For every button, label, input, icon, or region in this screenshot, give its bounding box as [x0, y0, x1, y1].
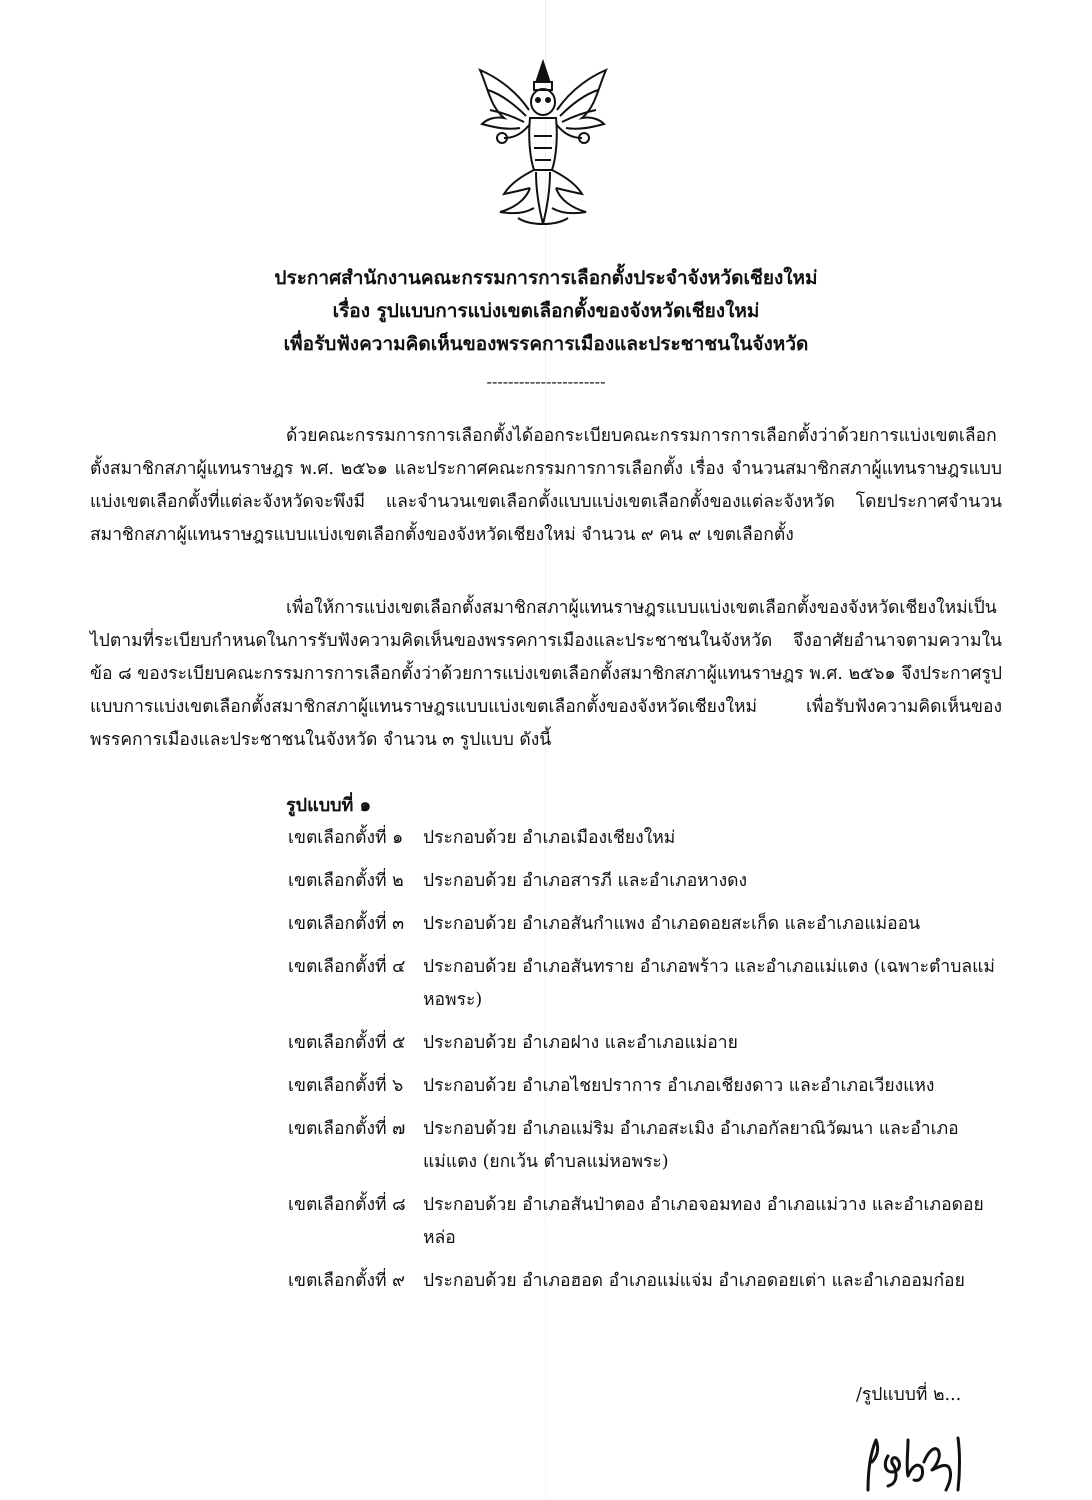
zone-item [288, 951, 1004, 1017]
zone-item [288, 1070, 1004, 1103]
zone-label: เขตเลือกตั้งที่ ๔ [288, 957, 406, 977]
zone-description: ประกอบด้วย อำเภอฮอด อำเภอแม่แจ่ม อำเภอดอยเต่า และอำเภออมก๋อย [423, 1271, 965, 1291]
zone-list [288, 812, 1004, 1298]
zone-label: เขตเลือกตั้งที่ ๖ [288, 1076, 404, 1096]
announcement-title: ประกาศสำนักงานคณะกรรมการการเลือกตั้งประจำจังหวัดเชียงใหม่ [274, 267, 818, 289]
zone-description: ประกอบด้วย อำเภอสารภี และอำเภอหางดง [423, 871, 748, 891]
zone-description: ประกอบด้วย อำเภอฝาง และอำเภอแม่อาย [423, 1033, 738, 1053]
zone-description: ประกอบด้วย อำเภอสันทราย อำเภอพร้าว และอำเภอแม่แตง (เฉพาะตำบลแม่หอพระ) [423, 957, 995, 1010]
announcement-purpose: เพื่อรับฟังความคิดเห็นของพรรคการเมืองและประชาชนในจังหวัด [283, 333, 809, 355]
zone-description: ประกอบด้วย อำเภอเมืองเชียงใหม่ [423, 828, 676, 848]
zone-item [288, 1189, 1004, 1255]
zone-description: ประกอบด้วย อำเภอสันป่าตอง อำเภอจอมทอง อำเภอแม่วาง และอำเภอดอยหล่อ [423, 1195, 984, 1248]
zone-description: ประกอบด้วย อำเภอไชยปราการ อำเภอเชียงดาว และอำเภอเวียงแหง [423, 1076, 935, 1096]
zone-item [288, 908, 1004, 941]
zone-description: ประกอบด้วย อำเภอสันกำแพง อำเภอดอยสะเก็ด และอำเภอแม่ออน [423, 914, 921, 934]
zone-description: ประกอบด้วย อำเภอแม่ริม อำเภอสะเมิง อำเภอกัลยาณิวัฒนา และอำเภอแม่แตง (ยกเว้น ตำบลแม่หอพระ) [423, 1119, 959, 1172]
zone-label: เขตเลือกตั้งที่ ๓ [288, 914, 405, 934]
title-divider: ---------------------- [486, 372, 606, 391]
announcement-subject: เรื่อง รูปแบบการแบ่งเขตเลือกตั้งของจังหวัดเชียงใหม่ [332, 300, 760, 322]
zone-item [288, 822, 1004, 855]
handwritten-signature-icon [862, 1432, 970, 1494]
body-paragraph-1: ด้วยคณะกรรมการการเลือกตั้งได้ออกระเบียบคณะกรรมการการเลือกตั้งว่าด้วยการแบ่งเขตเลือกตั้งสมาชิกสภาผู้แทนราษฎร พ.ศ. ๒๕๖๑ และประกาศคณะกรรมการการเลือกตั้ง เรื่อง จำนวนสมาชิกสภาผู้แทนราษฎรแบบแบ่งเขตเลือกตั้งที่แต่ละจังหวัดจะพึงมี และจำนวนเขตเลือกตั้งแบบแบ่งเขตเลือกตั้งของแต่ละจังหวัด โดยประกาศจำนวนสมาชิกสภาผู้แทนราษฎรแบบแบ่งเขตเลือกตั้งของจังหวัดเชียงใหม่ จำนวน ๙ คน ๙ เขตเลือกตั้ง [90, 426, 1002, 545]
body-paragraph-2: เพื่อให้การแบ่งเขตเลือกตั้งสมาชิกสภาผู้แทนราษฎรแบบแบ่งเขตเลือกตั้งของจังหวัดเชียงใหม่เป็นไปตามที่ระเบียบกำหนดในการรับฟังความคิดเห็นของพรรคการเมืองและประชาชนในจังหวัด จึงอาศัยอำนาจตามความในข้อ ๘ ของระเบียบคณะกรรมการการเลือกตั้งว่าด้วยการแบ่งเขตเลือกตั้งสมาชิกสภาผู้แทนราษฎร พ.ศ. ๒๕๖๑ จึงประกาศรูปแบบการแบ่งเขตเลือกตั้งสมาชิกสภาผู้แทนราษฎรแบบแบ่งเขตเลือกตั้งของจังหวัดเชียงใหม่ เพื่อรับฟังความคิดเห็นของพรรคการเมืองและประชาชนในจังหวัด จำนวน ๓ รูปแบบ ดังนี้ [90, 598, 1002, 750]
zone-label: เขตเลือกตั้งที่ ๑ [288, 828, 404, 848]
zone-label: เขตเลือกตั้งที่ ๘ [288, 1195, 406, 1215]
zone-item [288, 865, 1004, 898]
zone-label: เขตเลือกตั้งที่ ๕ [288, 1033, 406, 1053]
zone-label: เขตเลือกตั้งที่ ๗ [288, 1119, 406, 1139]
next-page-marker: /รูปแบบที่ ๒... [856, 1385, 962, 1405]
garuda-emblem-icon [474, 58, 612, 230]
zone-item [288, 1027, 1004, 1060]
format-heading: รูปแบบที่ ๑ [286, 795, 372, 816]
zone-label: เขตเลือกตั้งที่ ๒ [288, 871, 404, 891]
zone-item [288, 1265, 1004, 1298]
zone-item [288, 1113, 1004, 1179]
zone-label: เขตเลือกตั้งที่ ๙ [288, 1271, 405, 1291]
